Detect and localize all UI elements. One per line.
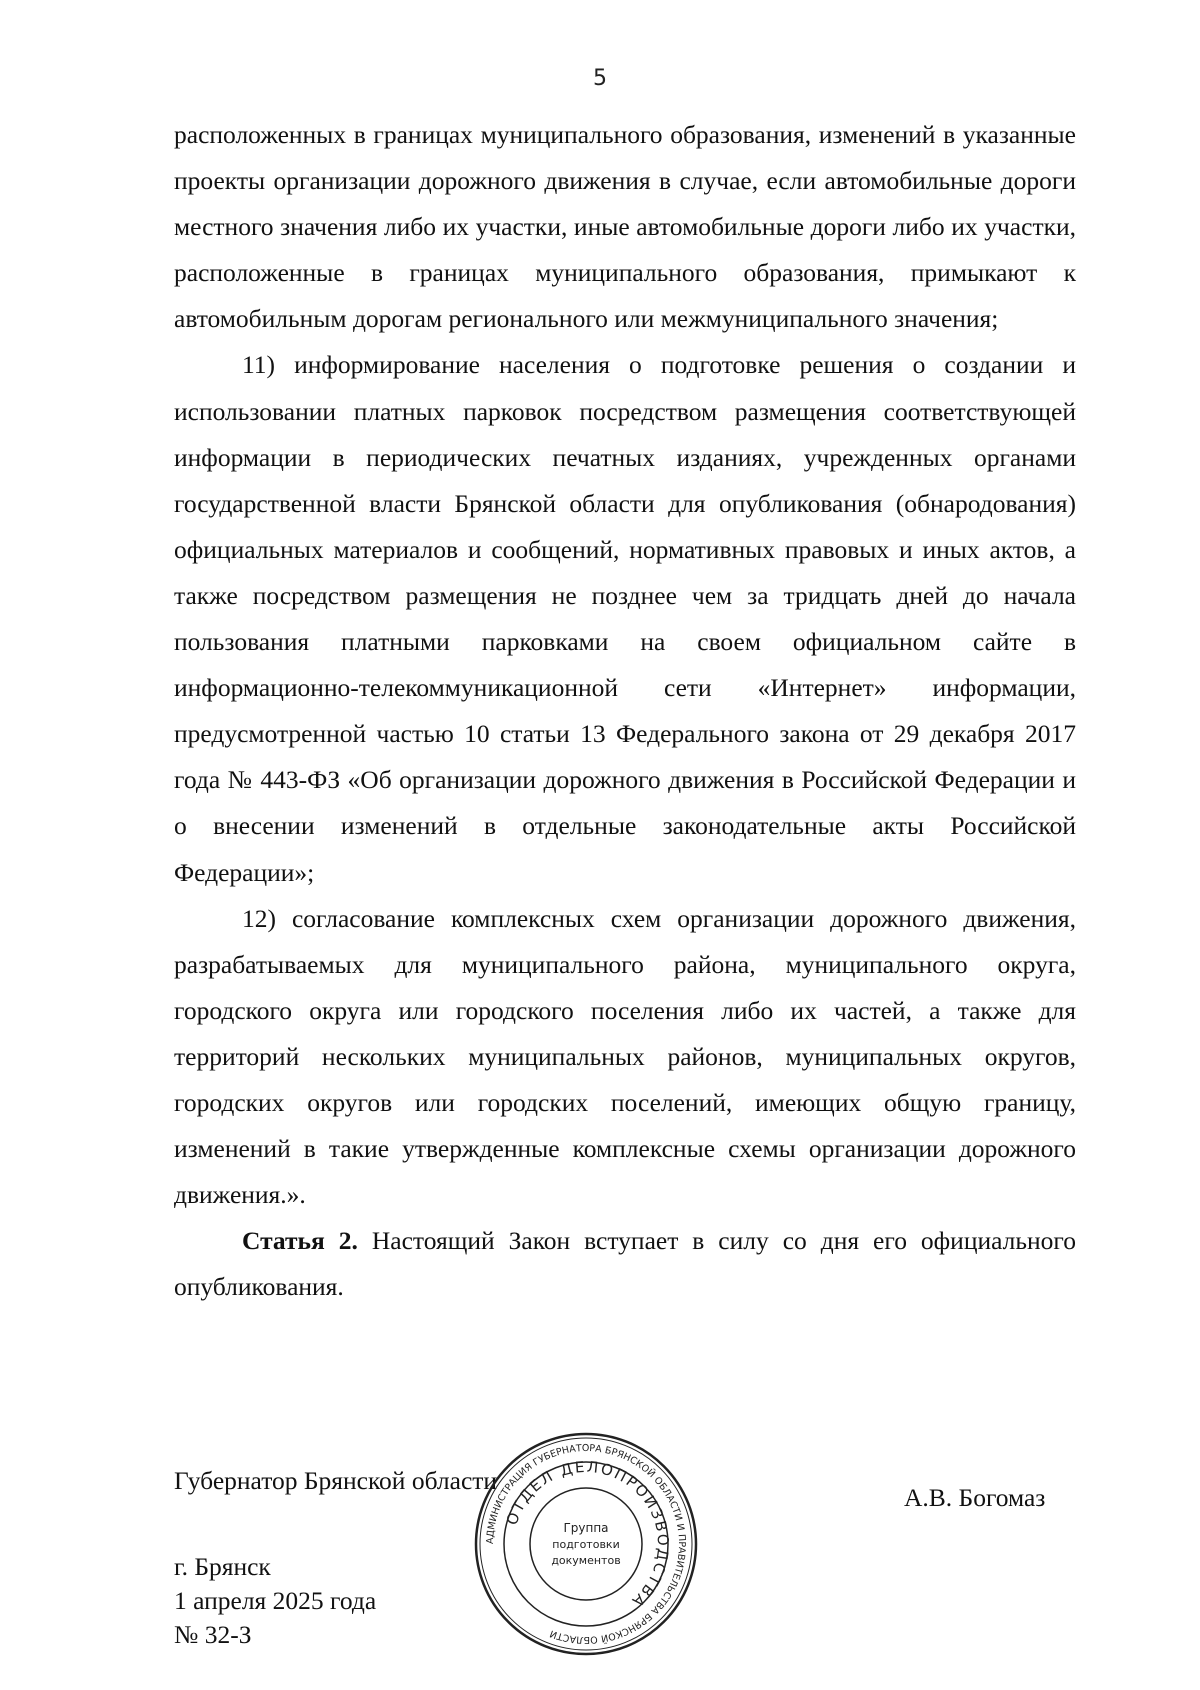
stamp-inner-line-1: Группа [563,1521,609,1535]
footer-city: г. Брянск [174,1552,271,1581]
article-2-label: Статья 2. [242,1226,358,1256]
signatory-position: Губернатор Брянской области [174,1466,498,1495]
stamp-inner-line-3: документов [551,1554,621,1567]
page-number: 5 [593,66,607,91]
signatory-name: А.В. Богомаз [904,1483,1046,1512]
article-2-text: Настоящий Закон вступает в силу со дня его официального опубликования. [174,1226,1076,1302]
document-footer [174,1550,376,1652]
stamp-inner-line-2: подготовки [552,1538,620,1551]
stamp-middle-text: ОТДЕЛ ДЕЛОПРОИЗВОДСТВА [502,1457,673,1612]
footer-date: 1 апреля 2025 года [174,1586,377,1615]
official-stamp [470,1428,702,1660]
article-2-paragraph [174,1218,1076,1310]
paragraph-item-11: 11) информирование населения о подготовке решения о создании и использовании платных парковок посредством размещения соответствующей информации в периодических печатных изданиях, учрежденных органами государственной власти Брянской области для опубликования (обнародования) официальных материалов и сообщений, нормативных правовых и иных актов, а также посредством размещения не позднее чем за тридцать дней до начала пользования платными парковками на своем официальном сайте в информационно-телекоммуникационной сети «Интернет» информации, предусмотренной частью 10 статьи 13 Федерального закона от 29 декабря 2017 года № 443-ФЗ «Об организации дорожного движения в Российской Федерации и о внесении изменений в отдельные законодательные акты Российской Федерации»; [174,350,1076,887]
stamp-outer-text: АДМИНИСТРАЦИЯ ГУБЕРНАТОРА БРЯНСКОЙ ОБЛАСТИ И ПРАВИТЕЛЬСТВА БРЯНСКОЙ ОБЛАСТИ [484,1442,688,1646]
footer-number: № 32-З [174,1620,252,1649]
paragraph-item-12: 12) согласование комплексных схем организации дорожного движения, разрабатываемых для муниципального района, муниципального округа, городского округа или городского поселения либо их частей, а также для территорий нескольких муниципальных районов, муниципальных округов, городских округов или городских поселений, имеющих общую границу, изменений в такие утвержденные комплексные схемы организации дорожного движения.». [174,903,1076,1210]
document-body [174,112,1076,1310]
paragraph-continuation: расположенных в границах муниципального образования, изменений в указанные проекты организации дорожного движения в случае, если автомобильные дороги местного значения либо их участки, иные автомобильные дороги либо их участки, расположенные в границах муниципального образования, примыкают к автомобильным дорогам регионального или межмуниципального значения; [174,120,1076,334]
